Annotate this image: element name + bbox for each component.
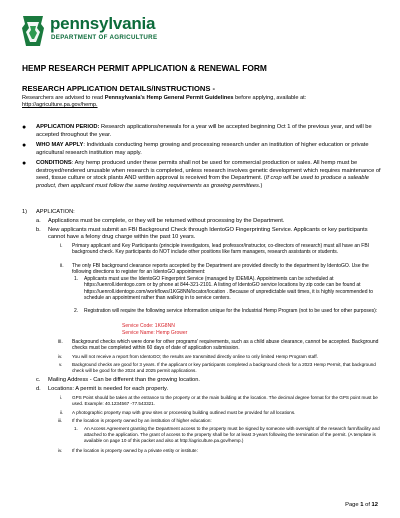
item-d: Locations: A permit is needed for each property. (48, 386, 169, 392)
bullet-icon: ● (22, 160, 27, 167)
bullet-text: Research applications/renewals for a year will be accepted beginning Oct 1 of the previous year, and will be accepted throughout the year. (36, 124, 372, 138)
guidelines-name: Pennsylvania's Hemp General Permit Guidelines (104, 95, 234, 101)
bullet-conditions (22, 160, 386, 200)
item-d-ii: A photographic property map with grow sites or processing building outlined must be provided for all locations. (72, 410, 296, 415)
item-b-ii-2: Registration will require the following service information unique for the Industrial Hemp Program (not to be used for other purposes): (84, 308, 378, 314)
section-heading: APPLICATION: (36, 209, 75, 215)
page-label: Page (345, 502, 361, 508)
item-b-ii-1: Applicants must use the IdentoGO Fingerprint Service (managed by IDEMIA). Appointments can be scheduled at https://uenroll.identogo.com or by phone at 844-321-2101. A listing of IdentoGO service locations by zip code can be found at https://uenroll.identogo.com/workflows/1KG8NN/locator/location . Because of unpredictable wait times, it is highly recommended to schedule an appointment rather than walking in to service centers. (84, 276, 374, 302)
item-d-iv-num: iv. (58, 448, 63, 453)
page-total: 12 (371, 502, 378, 508)
bullet-icon: ● (22, 124, 27, 131)
hemp-link[interactable]: http://agriculture.pa.gov/hemp. (22, 102, 98, 109)
item-a-letter: a. (36, 218, 41, 224)
instructions-intro (22, 95, 382, 109)
bullet-italic-note: If crop will be used to produce a saleable product, then applicant must follow the same testing requirements as growing permittees. (36, 175, 369, 189)
item-b-iii-num: iii. (58, 339, 63, 345)
item-d-iii-1-num: 1. (74, 426, 78, 431)
item-d-iii-num: iii. (58, 418, 63, 423)
item-b-ii-1-num: 1. (74, 276, 79, 282)
page-footer (345, 502, 378, 508)
item-c-letter: c. (36, 377, 41, 383)
item-b-ii-2-num: 2. (74, 308, 79, 314)
intro-text: Researchers are advised to read (22, 95, 105, 101)
bullet-label: CONDITIONS (36, 160, 72, 166)
bullet-text: : Any hemp produced under these permits shall not be used for commercial production or sales. All hemp must be destroyed/rendered unusable when research is completed, unless research involves genetic development which requires maintenance of seed, tissue culture or stock plants AND written approval is received from the Department. ( (36, 160, 381, 181)
intro-text-end: before applying, available at: (233, 95, 307, 101)
item-b-ii-num: ii. (60, 263, 64, 269)
instructions-heading: RESEARCH APPLICATION DETAILS/INSTRUCTIONS - (22, 84, 216, 93)
section-number: 1) (22, 209, 28, 215)
item-b-ii: The only FBI background clearance reports accepted by the Department are provided directly to the department by IdentoGO. Use the following directions to register for an IdentoGO appointment: (72, 263, 369, 276)
bullet-icon: ● (22, 142, 27, 149)
item-b-letter: b. (36, 227, 41, 233)
bullet-tail: ) (260, 182, 263, 189)
item-d-letter: d. (36, 386, 41, 392)
page-number: 1 (360, 502, 364, 508)
item-a: Applications must be complete, or they will be returned without processing by the Department. (48, 218, 285, 224)
page-of: of (363, 502, 372, 508)
item-c: Mailing Address - Can be different than the growing location. (48, 377, 200, 383)
item-b-iii: Background checks which were done for other programs' requirements, such as a child abuse clearance, cannot be accepted. Background checks must be completed within 60 days of date of application submission. (72, 339, 379, 352)
document-title: HEMP RESEARCH PERMIT APPLICATION & RENEWAL FORM (22, 63, 267, 73)
item-b-i-num: i. (60, 243, 63, 249)
bullet-text: : Individuals conducting hemp growing and processing research under an institution of higher education or private agricultural research institution may apply. (36, 142, 369, 156)
bullet-who-may-apply (22, 142, 386, 158)
item-d-iii-1: An Access Agreement granting the Department access to the property must be signed by someone with oversight of the research farm/facility and attached to the application. The grant of access to the property shall be for at least 3-years following the termination of the permit. (A template is available on page 10 of this packet and also at http://agriculture.pa.gov/hemp.) (84, 426, 380, 443)
item-d-i-num: i. (60, 395, 63, 400)
item-d-i: GPS Point should be taken at the entrance to the property or at the main building at the location. The decimal degree format for the GPS point must be used. Example: 40.1234567 -77.543321. (72, 395, 378, 406)
item-d-iii: If the location is property owned by an institution of higher education: (72, 418, 212, 423)
pa-agriculture-logo (20, 14, 200, 52)
item-d-ii-num: ii. (60, 410, 64, 415)
item-b-v: Background checks are good for 3 years. If the applicant or key participants completed a background check for a 2023 Hemp Permit, that background check will be good for the 2024 and 2025 permit applications. (72, 362, 376, 373)
item-b-i: Primary applicant and Key Participants (principle investigators, lead professor/instructor, co-directors of research) must all have an FBI background check. Key participants do NOT include other positions like farm managers, research assistants or students. (72, 243, 370, 256)
service-name: Service Name: Hemp Grower (122, 330, 188, 336)
bullet-label: APPLICATION PERIOD: (36, 124, 100, 130)
bullet-application-period (22, 124, 386, 140)
department-name: DEPARTMENT OF AGRICULTURE (51, 34, 158, 41)
service-code: Service Code: 1KG8NN (122, 323, 175, 329)
item-b-v-num: v. (59, 362, 63, 367)
item-d-iv: If the location is property owned by a private entity or institute: (72, 448, 198, 453)
keystone-logo-icon (20, 14, 46, 48)
bullet-label: WHO MAY APPLY (36, 142, 84, 148)
item-b: New applicants must submit an FBI Background Check through IdentoGO Fingerprinting Service. Applicants or key participants cannot have a felony drug charge within the past 10 years. (48, 227, 368, 241)
brand-name: pennsylvania (50, 14, 156, 33)
item-b-iv-num: iv. (58, 354, 63, 359)
item-b-iv: You will not receive a report from IdentoGO; the results are transmitted directly online to only limited Hemp Program staff. (72, 354, 318, 359)
